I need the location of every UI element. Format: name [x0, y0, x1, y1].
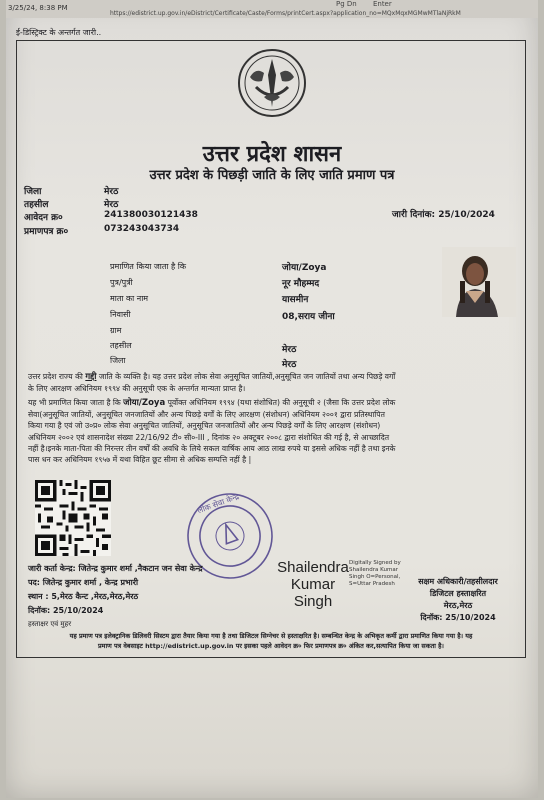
- authority-place: मेरठ,मेरठ: [443, 601, 473, 610]
- issuer-date-label: दिनॉक:: [28, 606, 51, 615]
- authority-date-label: दिनॉक:: [420, 613, 443, 622]
- application-number: 241380030121438: [104, 210, 198, 220]
- issue-date-label: जारी दिनांक:: [392, 210, 436, 220]
- authority-date: [398, 612, 518, 624]
- para2-line1: [28, 397, 520, 409]
- up-emblem-icon: [234, 47, 310, 119]
- page-subtitle: उत्तर प्रदेश के पिछड़ी जाति के लिए जाति प्रमाण पत्र: [149, 168, 395, 183]
- para2-start: यह भी प्रमाणित किया जाता है कि: [28, 398, 121, 407]
- issuer-place: स्थान : 5,मेरठ कैन्ट ,मेरठ,मेरठ,मेरठ: [28, 592, 139, 601]
- footer-line2: प्रमाण पत्र वेबसाइट http://edistrict.up.gov.in पर इसका पहले आवेदन क्र० फिर प्रमाणपत्र क्र० अंकित कर,सत्यापित किया जा सकता है।: [98, 642, 444, 650]
- footer-note: [20, 631, 522, 651]
- caste-paragraph: [28, 371, 520, 394]
- mother-label: माता का नाम: [110, 294, 149, 303]
- signer-name: Shailendra Kumar Singh: [277, 559, 349, 610]
- browser-bar: [6, 0, 538, 18]
- person-tehsil-label: तहसील: [110, 341, 132, 350]
- declaration-paragraph: [28, 397, 520, 465]
- footer-line1: यह प्रमाण पत्र इलेक्ट्रानिक डिलिवरी सिस्टम द्वारा तैयार किया गया है तथा डिजिटल सिग्नेचर से हस्ताक्षरित है। सम्बन्धित केन्द्र के अभिकृत कर्मी द्वारा प्रमाणित किया गया है। यह: [69, 632, 473, 640]
- issuer-center: जारी कर्ता केन्द्र: जितेन्द्र कुमार शर्मा ,नैकटान जन सेवा केन्द्र: [28, 564, 203, 573]
- certificate-number: 073243043734: [104, 224, 180, 234]
- qr-code-icon: [35, 480, 111, 556]
- relation-label: पुत्र/पुत्री: [110, 278, 133, 287]
- para1-start: उत्तर प्रदेश राज्य की: [28, 372, 83, 381]
- issuer-date: [28, 605, 103, 616]
- authority-title: सक्षम अधिकारी/तहसीलदार: [418, 577, 498, 586]
- para2-name: जोया/Zoya: [123, 398, 166, 408]
- key-hints: [336, 0, 406, 8]
- person-tehsil-value: मेरठ: [282, 345, 297, 355]
- url-text[interactable]: https://edistrict.up.gov.in/eDistrict/Certificate/Caste/Forms/printCert.aspx?application_no=MQxMqxMGMwMTlaNjRkM: [110, 10, 461, 17]
- issue-date-value: 25/10/2024: [438, 210, 495, 220]
- digital-signature-note: [349, 560, 401, 588]
- certified-label: प्रमाणित किया जाता है कि: [110, 262, 187, 271]
- authority-block: [398, 576, 518, 624]
- sign-label: हस्ताक्षर एवं मुहर: [28, 620, 72, 628]
- issue-date: [392, 207, 495, 220]
- para2-line6: पास धन कर अधिनियम १९५७ में यथा विहित छूट सीमा से अधिक सम्पत्ति नहीं है |: [28, 455, 252, 465]
- para2-line4: अधिनियम २००२ एवं शासनादेश संख्या 22/16/92 टी० सी०-III , दिनांक २० अक्टूबर २००८ द्वारा संशोधित की गई है, से आच्छादित: [28, 432, 390, 442]
- certificate-page: [6, 0, 538, 798]
- tehsil-label: तहसील: [24, 200, 49, 210]
- mother-name: यासमीन: [282, 295, 309, 305]
- tehsil-value: मेरठ: [104, 200, 119, 210]
- para2-line3: किया गया है एवं जो उ०प्र० लोक सेवा अनुसूचित जातियों, अनुसूचित जनजातियों और अन्य पिछड़े वर्गों के लिए आरक्षण (संशोधन): [28, 421, 381, 431]
- svg-text:लोक सेवा केन्द्र: लोक सेवा केन्द्र: [196, 491, 241, 516]
- authority-date-value: 25/10/2024: [445, 613, 496, 622]
- district-value: मेरठ: [104, 187, 119, 197]
- person-name: जोया/Zoya: [282, 263, 327, 273]
- application-label: आवेदन क्र०: [24, 213, 63, 223]
- para2-line5: नहीं है।इनके माता-पिता की निरन्तर तीन वर्षों की अवधि के लिये सकल वार्षिक आय आठ लाख रुपये या इससे अधिक नहीं है तथा इनके: [28, 443, 396, 453]
- digital-note-line1: Digitally Signed by: [349, 560, 401, 566]
- village-label: ग्राम: [110, 326, 122, 335]
- page-title: उत्तर प्रदेश शासन: [202, 141, 342, 167]
- caste-name: गद्दी: [85, 372, 97, 382]
- issuer-post: पद: जितेन्द्र कुमार शर्मा , केन्द्र प्रभारी: [28, 578, 139, 587]
- applicant-photo: [442, 247, 516, 317]
- issuer-date-value: 25/10/2024: [52, 606, 104, 615]
- para2-rest: पूर्वोक्त अधिनियम १९९४ (यथा संशोधित) की अनुसूची २ (जैसा कि उत्तर प्रदेश लोक: [167, 398, 396, 407]
- para1-line2: के लिए आरक्षण अधिनियम १९९४ की अनुसूची एक के अन्तर्गत मान्यता प्राप्त है।: [28, 384, 246, 394]
- resident-label: निवासी: [110, 310, 131, 319]
- authority-sign-type: डिजिटल हस्ताक्षरित: [429, 589, 487, 598]
- resident-value: 08,सराय जीना: [282, 312, 335, 322]
- digital-note-line3: Singh O=Personal,: [349, 574, 401, 580]
- para2-line2: सेवा(अनुसूचित जातियों, अनुसूचित जनजातियों और अन्य पिछड़े वर्गों के लिए आरक्षण (संशोधन) अधिनियम २००१ द्वारा प्रतिस्थापित: [28, 410, 385, 420]
- certificate-label: प्रमाणपत्र क्र०: [24, 227, 69, 237]
- para1-line1: [28, 371, 520, 383]
- timestamp: 3/25/24, 8:38 PM: [8, 4, 68, 12]
- district-label: जिला: [24, 187, 42, 197]
- person-district-value: मेरठ: [282, 360, 297, 370]
- person-district-label: जिला: [110, 356, 126, 365]
- digital-note-line2: Shailendra Kumar: [349, 567, 398, 573]
- enter-key: Enter: [372, 0, 392, 8]
- header-note: ई-डिस्ट्रिक्ट के अन्तर्गत जारी..: [16, 28, 102, 37]
- father-name: नूर मौहम्मद: [282, 279, 320, 289]
- pgdn-key: Pg Dn: [336, 0, 357, 8]
- para1-rest: जाति के व्यक्ति है। यह उत्तर प्रदेश लोक सेवा अनुसूचित जातियों,अनुसूचित जन जातियों तथा अन्य पिछड़े वर्गों: [98, 372, 396, 381]
- digital-note-line4: S=Uttar Pradesh: [349, 581, 395, 587]
